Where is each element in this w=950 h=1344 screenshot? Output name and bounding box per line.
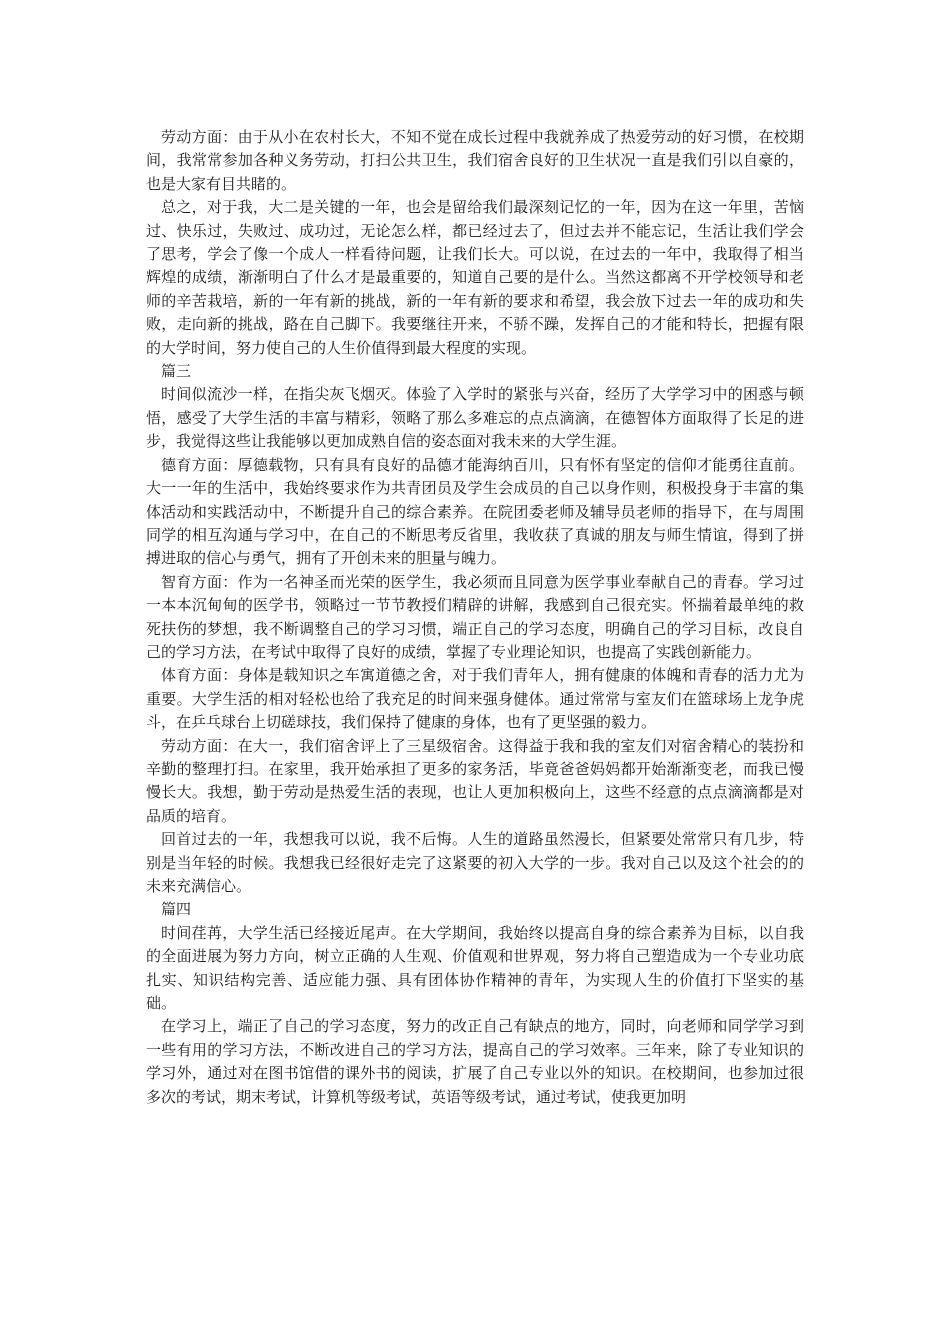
paragraph-study: 在学习上，端正了自己的学习态度，努力的改正自己有缺点的地方，同时，向老师和同学学习到一些有用的学习方法，不断改进自己的学习方法，提高自己的学习效率。三年来，除了专业知识的学习外，通过对在图书馆借的课外书的阅读，扩展了自己专业以外的知识。在校期间，也参加过很多次的考试，期末考试，计算机等级考试，英语等级考试，通过考试，使我更加明 (146, 1017, 804, 1106)
paragraph-labor-1: 劳动方面：由于从小在农村长大，不知不觉在成长过程中我就养成了热爱劳动的好习惯，在校期间，我常常参加各种义务劳动，打扫公共卫生，我们宿舍良好的卫生状况一直是我们引以自豪的，也是大家有目共睹的。 (146, 128, 804, 193)
paragraph-intro-3: 时间似流沙一样，在指尖灰飞烟灭。体验了入学时的紧张与兴奋，经历了大学学习中的困惑与顿悟，感受了大学生活的丰富与精彩，领略了那么多难忘的点点滴滴，在德智体方面取得了长足的进步，我觉得这些让我能够以更加成熟自信的姿态面对我未来的大学生涯。 (146, 385, 804, 451)
paragraph-sports: 体育方面：身体是载知识之车寓道德之舍，对于我们青年人，拥有健康的体魄和青春的活力尤为重要。大学生活的相对轻松也给了我充足的时间来强身健体。通过常常与室友们在篮球场上龙争虎斗，在乒乓球台上切磋球技，我们保持了健康的身体，也有了更坚强的毅力。 (146, 666, 804, 732)
paragraph-intellect: 智育方面：作为一名神圣而光荣的医学生，我必须而且同意为医学事业奉献自己的青春。学习过一本本沉甸甸的医学书，领略过一节节教授们精辟的讲解，我感到自己很充实。怀揣着最单纯的救死扶伤的梦想，我不断调整自己的学习习惯，端正自己的学习态度，明确自己的学习目标，改良自己的学习方法，在考试中取得了良好的成绩，掌握了专业理论知识，也提高了实践创新能力。 (146, 572, 804, 661)
document-body (146, 126, 804, 1109)
paragraph-labor-2: 劳动方面：在大一，我们宿舍评上了三星级宿舍。这得益于我和我的室友们对宿舍精心的装扮和辛勤的整理打扫。在家里，我开始承担了更多的家务活，毕竟爸爸妈妈都开始渐渐变老，而我已慢慢长大。我想，勤于劳动是热爱生活的表现，也让人更加积极向上，这些不经意的点点滴滴都是对品质的培育。 (146, 736, 804, 825)
paragraph-summary: 总之，对于我，大二是关键的一年，也会是留给我们最深刻记忆的一年，因为在这一年里，苦恼过、快乐过，失败过、成功过，无论怎么样，都已经过去了，但过去并不能忘记，生活让我们学会了思考，学会了像一个成人一样看待问题，让我们长大。可以说，在过去的一年中，我取得了相当辉煌的成绩，渐渐明白了什么才是最重要的，知道自己要的是什么。当然这都离不开学校领导和老师的辛苦栽培，新的一年有新的挑战，新的一年有新的要求和希望，我会放下过去一年的成功和失败，走向新的挑战，路在自己脚下。我要继往开来，不骄不躁，发挥自己的才能和特长，把握有限的大学时间，努力使自己的人生价值得到最大程度的实现。 (146, 198, 804, 357)
paragraph-moral: 德育方面：厚德载物，只有具有良好的品德才能海纳百川，只有怀有坚定的信仰才能勇往直前。大一一年的生活中，我始终要求作为共青团员及学生会成员的自己以身作则，积极投身于丰富的集体活动和实践活动中，不断提升自己的综合素养。在院团委老师及辅导员老师的指导下，在与周围同学的相互沟通与学习中，在自己的不断思考反省里，我收获了真诚的朋友与师生情谊，得到了拼搏进取的信心与勇气，拥有了开创未来的胆量与魄力。 (146, 455, 804, 568)
section-heading-4: 篇四 (161, 900, 192, 919)
section-heading-3: 篇三 (161, 362, 192, 381)
paragraph-intro-4: 时间荏苒，大学生活已经接近尾声。在大学期间，我始终以提高自身的综合素养为目标，以自我的全面进展为努力方向，树立正确的人生观、价值观和世界观，努力将自己塑造成为一个专业功底扎实、知识结构完善、适应能力强、具有团体协作精神的青年，为实现人生的价值打下坚实的基础。 (146, 923, 804, 1013)
paragraph-review: 回首过去的一年，我想我可以说，我不后悔。人生的道路虽然漫长，但紧要处常常只有几步，特别是当年轻的时候。我想我已经很好走完了这紧要的初入大学的一步。我对自己以及这个社会的的未来充满信心。 (146, 830, 804, 895)
